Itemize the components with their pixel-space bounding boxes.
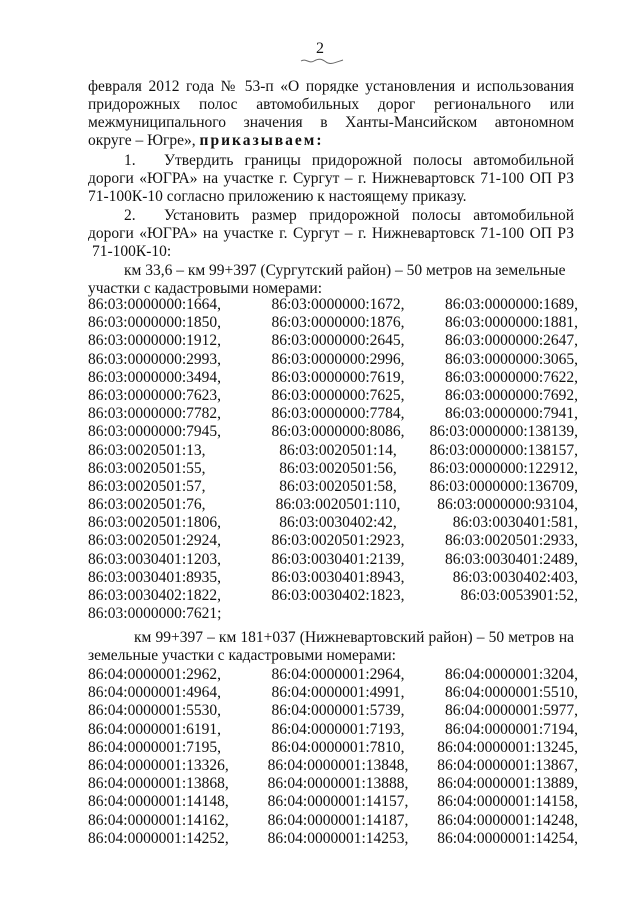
cadastral-number: 86:04:0000001:3204,: [444, 666, 578, 683]
cadastral-number: 86:03:0030401:2139,: [271, 550, 405, 568]
section1-heading-line1: км 33,6 – км 99+397 (Сургутский район) – 50 метров на земельные: [124, 262, 566, 279]
cadastral-cell: [88, 587, 258, 605]
intro-line-last: [88, 132, 574, 150]
item-line-last: 71-100К-10 согласно приложению к настоящему приказу.: [88, 188, 467, 205]
cadastral-cell: [258, 721, 418, 739]
cadastral-cell: [418, 332, 578, 350]
cadastral-cell: [88, 739, 258, 757]
cadastral-cell: [88, 757, 258, 775]
cadastral-row: [88, 551, 578, 569]
cadastral-cell: [88, 314, 258, 332]
cadastral-number: 86:03:0030402:42,: [279, 514, 397, 532]
cadastral-number: 86:03:0000000:1876,: [271, 314, 405, 332]
cadastral-number: 86:04:0000001:4964,: [88, 684, 222, 702]
cadastral-cell: [258, 296, 418, 314]
cadastral-cell: [418, 684, 578, 702]
section1-heading: [88, 262, 574, 298]
cadastral-number: 86:03:0000000:1664,: [88, 296, 222, 313]
cadastral-row: [88, 775, 578, 793]
cadastral-number: 86:03:0000000:7782,: [88, 405, 222, 423]
cadastral-row: [88, 793, 578, 811]
cadastral-cell: [258, 314, 418, 332]
cadastral-number: 86:03:0030402:1823,: [271, 587, 405, 604]
cadastral-cell: [258, 775, 418, 793]
cadastral-row: [88, 478, 578, 496]
section1-heading-line2: участки с кадастровыми номерами:: [88, 280, 323, 297]
cadastral-number: 86:04:0000001:13888,: [267, 775, 409, 793]
cadastral-cell: [88, 442, 258, 460]
cadastral-number: 86:03:0000000:2996,: [271, 350, 405, 368]
cadastral-row: [88, 830, 578, 848]
cadastral-cell: [418, 587, 578, 605]
cadastral-cell: [418, 514, 578, 532]
cadastral-number: 86:04:0000001:14148,: [88, 793, 229, 811]
cadastral-number: 86:03:0053901:52,: [460, 587, 578, 604]
cadastral-row: [88, 605, 578, 623]
cadastral-cell: [258, 387, 418, 405]
cadastral-number: 86:03:0000000:7625,: [271, 386, 405, 404]
intro-line: межмуниципального значения в Ханты-Мансийском автономном: [88, 114, 574, 131]
cadastral-cell: [418, 405, 578, 423]
cadastral-cell: [88, 812, 258, 830]
scribble-mark: [300, 57, 344, 65]
cadastral-cell: [258, 587, 418, 605]
cadastral-cell: [88, 351, 258, 369]
cadastral-cell: [418, 478, 578, 496]
cadastral-row: [88, 514, 578, 532]
cadastral-cell: [258, 569, 418, 587]
cadastral-row: [88, 405, 578, 423]
cadastral-number: 86:04:0000001:13326,: [88, 756, 229, 774]
cadastral-number: 86:03:0020501:58,: [279, 477, 397, 495]
cadastral-number: 86:03:0000000:8086,: [271, 423, 405, 441]
cadastral-row: [88, 387, 578, 405]
cadastral-number: 86:03:0000000:7784,: [271, 405, 405, 423]
cadastral-cell: [88, 551, 258, 569]
cadastral-cell: [418, 387, 578, 405]
item-text: Утвердить границы придорожной полосы автомобильной: [164, 152, 574, 169]
item-number: 1.: [124, 152, 136, 169]
cadastral-row: [88, 351, 578, 369]
cadastral-number: 86:04:0000001:14248,: [437, 811, 578, 829]
cadastral-number: 86:03:0000000:1850,: [88, 314, 222, 332]
cadastral-cell: [88, 684, 258, 702]
cadastral-row: [88, 460, 578, 478]
cadastral-row: [88, 532, 578, 550]
cadastral-cell: [88, 605, 258, 623]
cadastral-cell: [258, 460, 418, 478]
cadastral-cell: [258, 478, 418, 496]
cadastral-cell: [258, 551, 418, 569]
page-number: 2: [316, 40, 324, 57]
item-line-last: 71-100К-10:: [92, 243, 172, 260]
cadastral-list-nizhnevartovsk: [88, 666, 578, 848]
cadastral-number: 86:03:0000000:138139,: [429, 423, 578, 441]
cadastral-cell: [88, 702, 258, 720]
cadastral-cell: [88, 532, 258, 550]
cadastral-cell: [418, 351, 578, 369]
cadastral-number: 86:03:0000000:1689,: [444, 296, 578, 313]
cadastral-number: 86:04:0000001:5977,: [444, 702, 578, 720]
cadastral-row: [88, 369, 578, 387]
item-number: 2.: [124, 207, 136, 224]
cadastral-number: 86:03:0000000:7621;: [88, 605, 222, 623]
cadastral-number: 86:03:0030401:8943,: [271, 568, 405, 586]
cadastral-row: [88, 442, 578, 460]
cadastral-cell: [418, 830, 578, 848]
cadastral-number: 86:03:0030401:2489,: [444, 550, 578, 568]
cadastral-cell: [418, 369, 578, 387]
cadastral-number: 86:04:0000001:5510,: [444, 684, 578, 702]
cadastral-number: 86:03:0000000:2645,: [271, 332, 405, 350]
item-line: [88, 152, 574, 170]
cadastral-cell: [418, 532, 578, 550]
cadastral-number: 86:03:0000000:1912,: [88, 332, 222, 350]
cadastral-number: 86:04:0000001:13889,: [437, 775, 578, 793]
cadastral-cell: [258, 496, 418, 514]
cadastral-row: [88, 314, 578, 332]
cadastral-cell: [88, 496, 258, 514]
cadastral-cell: [418, 739, 578, 757]
cadastral-number: 86:04:0000001:14187,: [267, 811, 409, 829]
cadastral-cell: [88, 721, 258, 739]
cadastral-cell: [258, 442, 418, 460]
cadastral-number: 86:03:0020501:110,: [275, 496, 401, 514]
cadastral-number: 86:03:0000000:7941,: [444, 405, 578, 423]
intro-last-prefix: округе – Югре»,: [88, 132, 196, 149]
cadastral-number: 86:04:0000001:14157,: [267, 793, 409, 811]
cadastral-cell: [258, 812, 418, 830]
intro-paragraph: [88, 78, 574, 150]
cadastral-cell: [88, 296, 258, 314]
cadastral-cell: [258, 351, 418, 369]
cadastral-number: 86:03:0020501:76,: [88, 496, 206, 514]
cadastral-number: 86:04:0000001:13868,: [88, 775, 229, 793]
cadastral-number: 86:03:0000000:7692,: [444, 386, 578, 404]
cadastral-cell: [418, 496, 578, 514]
cadastral-number: 86:03:0000000:136709,: [429, 477, 578, 495]
cadastral-number: 86:03:0020501:13,: [88, 441, 206, 459]
cadastral-cell: [418, 314, 578, 332]
cadastral-number: 86:03:0020501:57,: [88, 477, 206, 495]
cadastral-cell: [418, 569, 578, 587]
cadastral-number: 86:03:0000000:7622,: [444, 368, 578, 386]
cadastral-number: 86:03:0020501:2933,: [444, 532, 578, 550]
cadastral-row: [88, 684, 578, 702]
cadastral-number: 86:03:0000000:7623,: [88, 386, 222, 404]
cadastral-number: 86:03:0030401:1203,: [88, 550, 222, 568]
cadastral-number: 86:03:0020501:55,: [88, 459, 206, 477]
cadastral-cell: [258, 739, 418, 757]
cadastral-number: 86:03:0020501:2923,: [271, 532, 405, 550]
cadastral-row: [88, 812, 578, 830]
cadastral-number: 86:04:0000001:5530,: [88, 702, 222, 720]
cadastral-number: 86:03:0000000:2647,: [444, 332, 578, 350]
cadastral-number: 86:04:0000001:13245,: [437, 738, 578, 756]
cadastral-cell: [88, 666, 258, 684]
cadastral-cell: [418, 666, 578, 684]
cadastral-number: 86:03:0020501:1806,: [88, 514, 222, 532]
cadastral-number: 86:03:0000000:7945,: [88, 423, 222, 441]
cadastral-row: [88, 423, 578, 441]
cadastral-cell: [258, 793, 418, 811]
order-item-2: [88, 207, 574, 261]
cadastral-cell: [258, 830, 418, 848]
cadastral-cell: [418, 757, 578, 775]
cadastral-number: 86:03:0020501:56,: [279, 459, 397, 477]
order-item-1: [88, 152, 574, 206]
cadastral-row: [88, 587, 578, 605]
cadastral-cell: [418, 442, 578, 460]
cadastral-number: 86:04:0000001:4991,: [271, 684, 405, 702]
cadastral-number: 86:03:0000000:93104,: [437, 496, 578, 514]
cadastral-cell: [88, 478, 258, 496]
cadastral-number: 86:03:0020501:2924,: [88, 532, 222, 550]
cadastral-cell: [418, 702, 578, 720]
item-text: Установить размер придорожной полосы автомобильной: [164, 207, 574, 224]
item-line: [88, 207, 574, 225]
item-line: дороги «ЮГРА» на участке г. Сургут – г. Нижневартовск 71-100 ОП РЗ: [88, 170, 574, 187]
cadastral-cell: [88, 423, 258, 441]
cadastral-number: 86:03:0030402:403,: [452, 568, 578, 586]
cadastral-number: 86:03:0030402:1822,: [88, 587, 222, 604]
cadastral-cell: [88, 387, 258, 405]
cadastral-cell: [88, 405, 258, 423]
cadastral-cell: [418, 793, 578, 811]
cadastral-cell: [88, 569, 258, 587]
cadastral-number: 86:03:0000000:1672,: [271, 296, 405, 313]
cadastral-row: [88, 757, 578, 775]
cadastral-cell: [258, 666, 418, 684]
cadastral-cell: [258, 332, 418, 350]
cadastral-number: 86:04:0000001:6191,: [88, 720, 222, 738]
cadastral-number: 86:04:0000001:14252,: [88, 829, 229, 847]
intro-line: придорожных полос автомобильных дорог регионального или: [88, 96, 574, 113]
cadastral-number: 86:04:0000001:13848,: [267, 756, 409, 774]
cadastral-cell: [418, 812, 578, 830]
cadastral-cell: [258, 423, 418, 441]
cadastral-cell: [258, 684, 418, 702]
cadastral-number: 86:04:0000001:5739,: [271, 702, 405, 720]
cadastral-number: 86:04:0000001:14158,: [437, 793, 578, 811]
cadastral-cell: [418, 605, 578, 623]
cadastral-cell: [88, 775, 258, 793]
order-keyword: приказываем:: [199, 132, 324, 149]
cadastral-cell: [418, 423, 578, 441]
cadastral-number: 86:04:0000001:13867,: [437, 756, 578, 774]
cadastral-cell: [88, 793, 258, 811]
cadastral-number: 86:04:0000001:14162,: [88, 811, 229, 829]
cadastral-row: [88, 739, 578, 757]
cadastral-cell: [88, 460, 258, 478]
cadastral-row: [88, 702, 578, 720]
cadastral-number: 86:04:0000001:14254,: [437, 829, 578, 847]
section2-heading-line1: км 99+397 – км 181+037 (Нижневартовский район) – 50 метров на: [134, 629, 574, 646]
cadastral-cell: [88, 514, 258, 532]
cadastral-cell: [88, 830, 258, 848]
cadastral-cell: [418, 460, 578, 478]
cadastral-number: 86:04:0000001:2962,: [88, 666, 222, 683]
cadastral-row: [88, 332, 578, 350]
cadastral-number: 86:04:0000001:7194,: [444, 720, 578, 738]
cadastral-number: 86:04:0000001:14253,: [267, 829, 409, 847]
cadastral-number: 86:03:0000000:3065,: [444, 350, 578, 368]
cadastral-cell: [418, 721, 578, 739]
cadastral-cell: [258, 514, 418, 532]
cadastral-number: 86:04:0000001:7810,: [271, 738, 405, 756]
cadastral-row: [88, 666, 578, 684]
cadastral-number: 86:03:0000000:3494,: [88, 368, 222, 386]
cadastral-number: 86:04:0000001:2964,: [271, 666, 405, 683]
cadastral-row: [88, 296, 578, 314]
cadastral-cell: [258, 605, 418, 623]
cadastral-cell: [258, 405, 418, 423]
cadastral-number: 86:03:0030401:581,: [452, 514, 578, 532]
cadastral-cell: [418, 296, 578, 314]
item-line: дороги «ЮГРА» на участке г. Сургут – г. Нижневартовск 71-100 ОП РЗ: [88, 225, 574, 242]
section2-heading: [88, 629, 574, 665]
cadastral-cell: [418, 775, 578, 793]
cadastral-number: 86:03:0000000:122912,: [429, 459, 578, 477]
cadastral-cell: [258, 702, 418, 720]
cadastral-number: 86:03:0030401:8935,: [88, 568, 222, 586]
cadastral-cell: [88, 369, 258, 387]
cadastral-row: [88, 721, 578, 739]
cadastral-cell: [258, 532, 418, 550]
cadastral-number: 86:03:0000000:2993,: [88, 350, 222, 368]
cadastral-number: 86:04:0000001:7195,: [88, 738, 222, 756]
intro-line: февраля 2012 года № 53-п «О порядке установления и использования: [88, 78, 574, 95]
cadastral-cell: [418, 551, 578, 569]
cadastral-number: 86:03:0020501:14,: [279, 441, 397, 459]
cadastral-number: 86:03:0000000:1881,: [444, 314, 578, 332]
cadastral-list-surgut: [88, 296, 578, 623]
cadastral-cell: [88, 332, 258, 350]
cadastral-number: 86:03:0000000:138157,: [429, 441, 578, 459]
cadastral-cell: [258, 369, 418, 387]
cadastral-number: 86:04:0000001:7193,: [271, 720, 405, 738]
cadastral-row: [88, 569, 578, 587]
section2-heading-line2: земельные участки с кадастровыми номерами:: [88, 647, 396, 664]
cadastral-number: 86:03:0000000:7619,: [271, 368, 405, 386]
cadastral-row: [88, 496, 578, 514]
cadastral-cell: [258, 757, 418, 775]
